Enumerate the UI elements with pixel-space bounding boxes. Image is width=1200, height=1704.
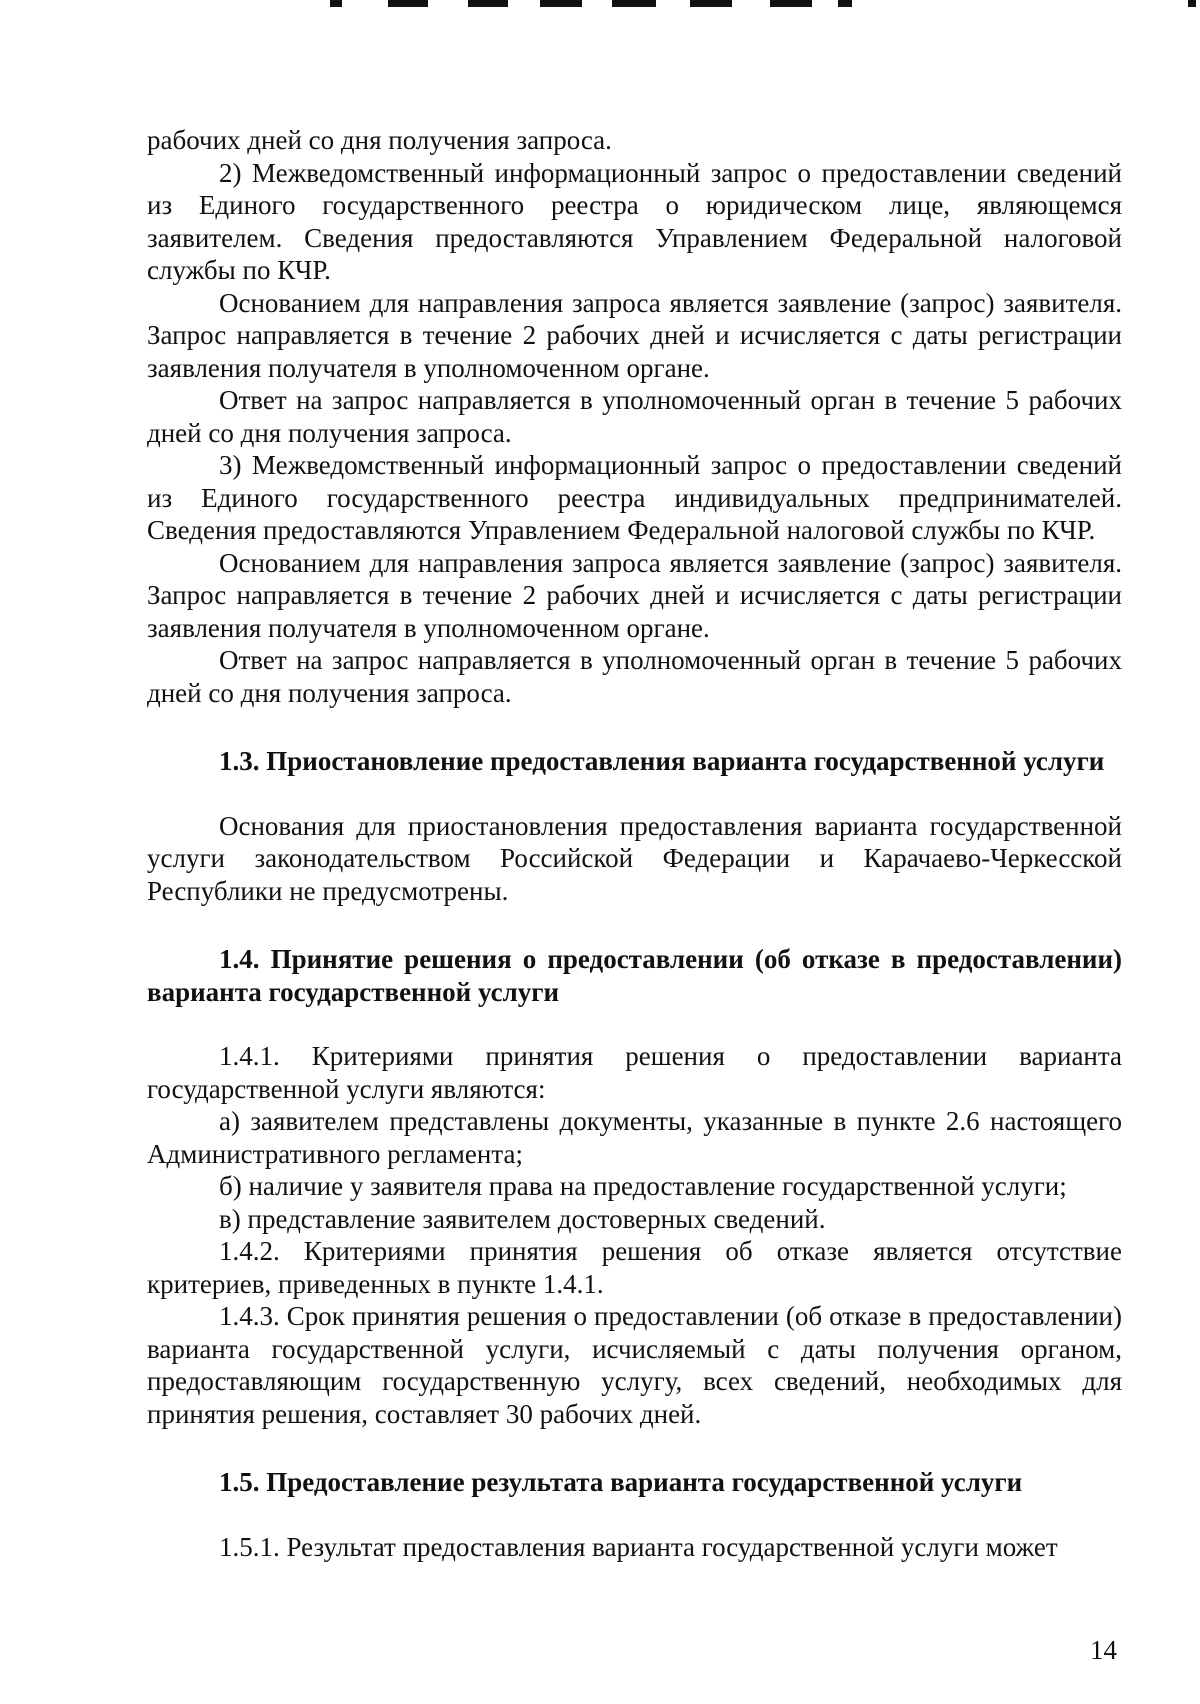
item-1-4-1-b: б) наличие у заявителя права на предоставление государственной услуги; [219, 1171, 1067, 1201]
item-1-4-1: 1.4.1. Критериями принятия решения о предоставлении варианта государственной услуги являются: [147, 1041, 1122, 1104]
paragraph-section-1-3: Основания для приостановления предоставления варианта государственной услуги законодательством Российской Федерации и Карачаево-Черкесской Республики не предусмотрены. [147, 810, 1122, 906]
item-1-4-1-a: а) заявителем представлены документы, указанные в пункте 2.6 настоящего Административного регламента; [147, 1106, 1122, 1169]
item-1-5-1: 1.5.1. Результат предоставления варианта государственной услуги может [219, 1531, 1058, 1562]
heading-section-1-4: 1.4. Принятие решения о предоставлении (об отказе в предоставлении) варианта государственной услуги [147, 944, 1122, 1007]
paragraph-answer-2: Ответ на запрос направляется в уполномоченный орган в течение 5 рабочих дней со дня получения запроса. [147, 385, 1122, 448]
paragraph-request-3: 3) Межведомственный информационный запрос о предоставлении сведений из Единого государственного реестра индивидуальных предпринимателей. Сведения предоставляются Управлением Федеральной налоговой службы по КЧР. [147, 450, 1122, 545]
item-1-4-2: 1.4.2. Критериями принятия решения об отказе является отсутствие критериев, приведенных в пункте 1.4.1. [147, 1236, 1122, 1299]
item-1-4-1-c: в) представление заявителем достоверных сведений. [219, 1203, 826, 1234]
page-number: 14 [1090, 1635, 1117, 1665]
heading-section-1-3: 1.3. Приостановление предоставления варианта государственной услуги [219, 746, 1105, 776]
spacer [147, 709, 1122, 745]
heading-section-1-5: 1.5. Предоставление результата варианта государственной услуги [219, 1467, 1023, 1497]
top-edge-scan-marks [0, 0, 1200, 8]
paragraph-continuation: рабочих дней со дня получения запроса. [147, 125, 612, 155]
spacer [147, 778, 1122, 810]
document-page [147, 124, 1122, 1563]
spacer [147, 1430, 1122, 1466]
spacer [147, 1008, 1122, 1040]
paragraph-basis-3: Основанием для направления запроса является заявление (запрос) заявителя. Запрос направляется в течение 2 рабочих дней и исчисляется с даты регистрации заявления получателя в уполномоченном органе. [147, 547, 1122, 643]
spacer [147, 1499, 1122, 1531]
item-1-4-3: 1.4.3. Срок принятия решения о предоставлении (об отказе в предоставлении) варианта государственной услуги, исчисляемый с даты получения органом, предоставляющим государственную услугу, всех сведений, необходимых для принятия решения, составляет 30 рабочих дней. [147, 1301, 1122, 1429]
paragraph-request-2: 2) Межведомственный информационный запрос о предоставлении сведений из Единого государственного реестра о юридическом лице, являющемся заявителем. Сведения предоставляются Управлением Федеральной налоговой службы по КЧР. [147, 157, 1122, 285]
spacer [147, 907, 1122, 943]
paragraph-answer-3: Ответ на запрос направляется в уполномоченный орган в течение 5 рабочих дней со дня получения запроса. [147, 645, 1122, 708]
paragraph-basis-2: Основанием для направления запроса является заявление (запрос) заявителя. Запрос направляется в течение 2 рабочих дней и исчисляется с даты регистрации заявления получателя в уполномоченном органе. [147, 287, 1122, 383]
